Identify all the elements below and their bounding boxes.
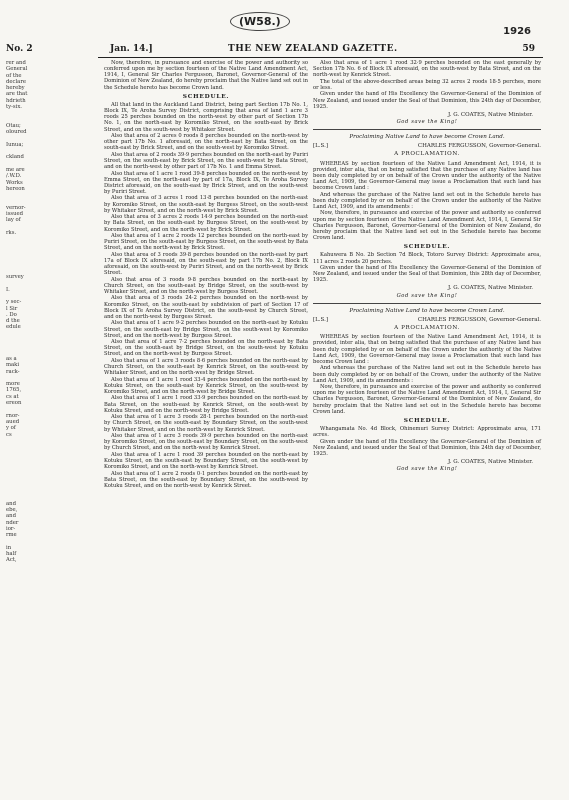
left-margin-fragments (6, 60, 46, 564)
margin-fragment: 1765, (6, 387, 22, 394)
governor-name: CHARLES FERGUSSON, Governor-General. (417, 143, 541, 150)
schedule-text: Whangamata No. 4d Block, Ohinemuri Survey District: Approximate area, 171 acres. (313, 426, 541, 439)
margin-fragment: hereon (6, 185, 25, 192)
schedule-paragraph: Also that area of 1 acre 1 rood 33·4 perches bounded on the north-east by Kotuku Street, on the south-east by Kenrick Street, on the south-west by Koromiko Street, and on the north-west by Bridge Street. (104, 376, 308, 395)
margin-fragment: oloured (6, 129, 27, 136)
schedule-paragraph: Also that area of 1 acre 7·2 perches bounded on the north-east by Bata Street, on the south-east by Bridge Street, on the south-west by Kotuku Street, and on the north-west by Burgess Street. (104, 339, 308, 358)
schedule-paragraph: Also that area of 3 acres 2 roods 14·9 perches bounded on the north-east by Bata Street, on the south-east by Burgess Street, on the south-west by Koromiko Street, and on the north-west by Brick Street. (104, 214, 308, 233)
schedule-paragraph: Also that area of 1 acre 2 roods 0·1 perches bounded on the north-east by Bata Street, on the south-east by Boundary Street, on the south-west by Kotuku Street, and on the north-west by Kenrick Street. (104, 470, 308, 489)
margin-fragment: ereon (6, 400, 22, 407)
schedule-paragraph: Also that area of 3 roods 24·2 perches bounded on the north-west by Koromiko Street, on the south-east by subdivision of part of Section 17 of Block IX of Te Aroha Survey District, on the south-west by Church Street, and on the north-west by Burgess Street. (104, 295, 308, 320)
schedule-heading: SCHEDULE. (403, 417, 451, 424)
page-number: 59 (522, 44, 535, 54)
header-rule (98, 57, 543, 58)
given-under-hand: Given under the hand of His Excellency the Governor-General of the Dominion of New Zealand, and issued under the Seal of that Dominion, this 24th day of December, 1925. (313, 91, 541, 110)
margin-fragment: Act, (6, 557, 17, 564)
now-therefore-paragraph: Now, therefore, in pursuance and exercise of the power and authority so conferred upon me by section fourteen of the Native Land Amendment Act, 1914, I, General Sir Charles Fergusson, Baronet, Governor-General of the Dominion of New Zealand, do hereby proclaim that the Native land set out in the Schedule hereto has become Crown land. (313, 210, 541, 242)
margin-fragment: /.W.D. (6, 173, 22, 180)
schedule-paragraph: Also that area of 3 roods 9·8 perches bounded on the north-east by Church Street, on the south-east by Bridge Street, on the south-west by Whitaker Street, and on the north-west by Burgess Street. (104, 276, 308, 295)
margin-fragment: maki (6, 362, 20, 369)
margin-fragment: declare (6, 78, 27, 85)
margin-fragment: as a (6, 355, 17, 362)
schedule-paragraph: Also that area of 1 acre 3 roods 39·9 perches bounded on the north-east by Koromiko Street, on the south-east by Boundary Street, on the south-west by Church Street, and on the north-west by Kenrick Street. (104, 432, 308, 452)
schedule-paragraph: Also that area of 3 roods 39·8 perches bounded on the north-east by part 17a of Block IX aforesaid, on the south-east by part 17b No. 2, Block IX aforesaid, on the south-west by Puriri Street, and on the north-west by Brick Street. (104, 251, 308, 277)
schedule-paragraph: Also that area of 1 acre 1 rood 33·9 perches bounded on the north-east by Bata Street, on the south-east by Kenrick Street, on the south-west by Kotuku Street, and on the north-west by Bridge Street. (104, 395, 308, 414)
whereas-paragraph: WHEREAS by section fourteen of the Native Land Amendment Act, 1914, it is provided, inter alia, that on being satisfied that the purchase of any Native land has been duly completed by or on behalf of the Crown under the authority of the Native Land Act, 1909, the Governor-General may issue a Proclamation that such land has become Crown land : (313, 334, 541, 365)
and-whereas-paragraph: And whereas the purchase of the Native land set out in the Schedule hereto has been duly completed by or on behalf of the Crown under the authority of the Native Land Act, 1909, and its amendments : (313, 191, 541, 211)
margin-fragment: are that (6, 91, 28, 98)
margin-fragment: rer and (6, 60, 26, 66)
proclamation-title: A PROCLAMATION. (394, 325, 460, 332)
margin-fragment: half (6, 551, 17, 558)
margin-fragment: Iunua; (6, 141, 24, 148)
margin-fragment: rme (6, 532, 17, 539)
signature: J. G. COATES, Native Minister. (447, 459, 533, 466)
margin-fragment: cs at (6, 393, 19, 400)
margin-fragment: l Sir (6, 305, 18, 312)
margin-fragment: y of (6, 425, 16, 432)
margin-fragment: . Do (6, 311, 17, 318)
schedule-paragraph: Also that area of 1 acre 1 rood 39 perches bounded on the north-east by Kotuku Street, on the south-east by Boundary Street, on the south-west by Koromiko Street, and on the north-west by Kenrick Street. (104, 451, 308, 471)
margin-fragment: rks. (6, 230, 17, 237)
governor-line (313, 143, 541, 149)
total-paragraph: The total of the above-described areas being 32 acres 2 roods 18·5 perches, more or less. (313, 78, 541, 91)
margin-fragment: ior- (6, 525, 16, 532)
section-divider (313, 129, 541, 130)
proclamation-heading: Proclaiming Native Land to have become Crown Land. (349, 134, 505, 141)
god-save-the-king: God save the King! (396, 119, 458, 125)
margin-fragment: cs (6, 431, 12, 438)
schedule-paragraph: All that land in the Auckland Land District, being part Section 17b No. 1, Block IX, Te Aroha Survey District, comprising that area of land 1 acre 3 roods 25 perches bounded on the north-west by other part of Section 17b No. 1, on the north-east by Koromiko Street, on the south-east by Brick Street, and on the south-west by Whitaker Street. (104, 101, 308, 133)
margin-fragment: of the (6, 72, 22, 79)
schedule-text: Kahuwera B No. 2b Section 7d Block, Totoro Survey District: Approximate area, 111 acres 2 roods 20 perches. (313, 252, 541, 265)
margin-fragment: edule (6, 324, 21, 331)
right-column (313, 60, 541, 474)
margin-fragment: more (6, 381, 20, 388)
left-column (104, 60, 308, 489)
margin-fragment: ty-six. (6, 104, 22, 111)
margin-fragment: ckland (6, 154, 24, 161)
schedule-paragraph: Also that area of 1 acre 9·2 perches bounded on the north-east by Kotuku Street, on the south-east by Bridge Street, on the south-west by Koromiko Street, and on the north-west by Burgess Street. (104, 320, 308, 339)
margin-fragment: lay of (6, 217, 21, 224)
and-whereas-paragraph: And whereas the purchase of the Native land set out in the Schedule hereto has been duly completed by or on behalf of the Crown, under the authority of the Native Land Act, 1909, and its amendments : (313, 365, 541, 384)
margin-fragment: survey (6, 274, 24, 281)
governor-line (313, 317, 541, 323)
proclamation-title: A PROCLAMATION. (394, 151, 460, 158)
margin-fragment: Otau; (6, 122, 21, 129)
header-date: Jan. 14.] (110, 44, 153, 54)
margin-fragment: rnor- (6, 412, 20, 419)
margin-fragment: and (6, 513, 16, 520)
seal-mark: [L.S.] (313, 143, 329, 150)
margin-fragment: y sec- (6, 299, 22, 306)
intro-paragraph: Now, therefore, in pursuance and exercise of the power and authority so conferred upon me by section fourteen of the Native Land Amendment Act, 1914, I, General Sir Charles Fergusson, Baronet, Governor-General of the Dominion of New Zealand, do hereby proclaim that the Native land set out in the Schedule hereto has become Crown land. (104, 60, 308, 91)
whereas-paragraph: WHEREAS by section fourteen of the Native Land Amendment Act, 1914, it is provided, inter alia, that on being satisfied that the purchase of any Native land has been duly completed by or on behalf of the Crown under the authority of the Native Land Act, 1909, the Governor-General may issue a Proclamation that such land has become Crown land : (313, 160, 541, 192)
margin-fragment: hdrieth (6, 97, 26, 104)
given-under-hand: Given under the hand of His Excellency the Governor-General of the Dominion of New Zealand, and issued under the Seal of that Dominion, this 28th day of December, 1925. (313, 265, 541, 284)
seal-mark: [L.S.] (313, 316, 329, 323)
margin-fragment: ebe, (6, 507, 18, 514)
issue-number: No. 2 (6, 44, 33, 54)
page-title: THE NEW ZEALAND GAZETTE. (228, 44, 398, 54)
margin-fragment: in (6, 544, 12, 551)
schedule-heading: SCHEDULE. (182, 93, 230, 100)
margin-fragment: issued (6, 211, 24, 218)
schedule-paragraph: Also that area of 3 acres 1 rood 13·8 perches bounded on the north-east by Koromiko Street, on the south-east by Burgess Street, on the south-west by Whitaker Street, and on the north-west by Brick Street. (104, 195, 308, 214)
margin-fragment: d the (6, 318, 20, 325)
margin-fragment: rack- (6, 368, 20, 375)
schedule-paragraph: Also that area of 1 acre 2 roods 12 perches bounded on the north-east by Puriri Street, on the south-east by Burgess Street, on the south-west by Bata Street, and on the north-west by Brick Street. (104, 233, 308, 252)
schedule-heading: SCHEDULE. (403, 244, 451, 251)
schedule-paragraph: Also that area of 1 acre 3 roods 8·6 perches bounded on the north-east by Church Street, on the south-east by Kenrick Street, on the south-west by Whitaker Street, and on the north-west by Bridge Street. (104, 357, 308, 377)
margin-fragment: me are (6, 167, 25, 174)
now-therefore-paragraph: Now, therefore, in pursuance and exercise of the power and authority so conferred upon me by section fourteen of the Native Land Amendment Act, 1914, I, General Sir Charles Fergusson, Baronet, Governor-General of the Dominion of New Zealand, do hereby proclaim that the Native land set out in the Schedule hereto has become Crown land. (313, 384, 541, 415)
schedule-paragraph: Also that area of 2 roods 39·9 perches bounded on the north-east by Puriri Street, on the south-east by Brick Street, on the south-west by Bata Street, and on the north-west by other part of 17b No. 1 and Emma Street. (104, 151, 308, 171)
margin-fragment: hereby (6, 85, 25, 92)
margin-fragment: and (6, 500, 16, 507)
signature: J. G. COATES, Native Minister. (447, 285, 533, 292)
given-under-hand: Given under the hand of His Excellency the Governor-General of the Dominion of New Zealand, and issued under the Seal of that Dominion, this 24th day of December, 1925. (313, 438, 541, 457)
margin-fragment: Works (6, 179, 23, 186)
margin-fragment: General (6, 66, 28, 73)
margin-fragment: I. (6, 286, 10, 293)
schedule-paragraph: Also that area of 1 acre 3 roods 28·1 perches bounded on the north-east by Church Street, on the south-east by Boundary Street, on the south-west by Whitaker Street, and on the north-west by Kenrick Street. (104, 414, 308, 433)
margin-fragment: vernor- (6, 204, 26, 211)
schedule-paragraphs (104, 102, 308, 489)
god-save-the-king: God save the King! (396, 292, 458, 299)
proclamation-heading: Proclaiming Native Land to have become Crown Land. (349, 307, 505, 314)
archive-stamp: (W58.) (230, 12, 290, 31)
signature: J. G. COATES, Native Minister. (447, 111, 533, 118)
top-paragraph: Also that area of 1 acre 1 rood 32·9 perches bounded on the east generally by Section 17b No. 6 of Block IX aforesaid, on the south-west by Bata Street, and on the north-west by Kenrick Street. (313, 60, 541, 79)
schedule-paragraph: Also that area of 2 acres 0 roods 8 perches bounded on the north-west by other part 17b No. 1 aforesaid, on the north-east by Bata Street, on the south-east by Brick Street, and on the south-west by Koromiko Street. (104, 133, 308, 152)
margin-fragment: aued (6, 418, 20, 425)
section-divider (313, 303, 541, 304)
governor-name: CHARLES FERGUSSON, Governor-General. (417, 316, 541, 323)
god-save-the-king: God save the King! (396, 466, 458, 473)
handwritten-year: 1926 (503, 26, 531, 37)
margin-fragment: nder (6, 519, 19, 526)
schedule-paragraph: Also that area of 1 acre 1 rood 39·8 perches bounded on the north-west by Emma Street, on the north-east by part of 17a, Block IX, Te Aroha Survey District aforesaid, on the south-east by Brick Street, and on the south-west by Puriri Street. (104, 170, 308, 196)
